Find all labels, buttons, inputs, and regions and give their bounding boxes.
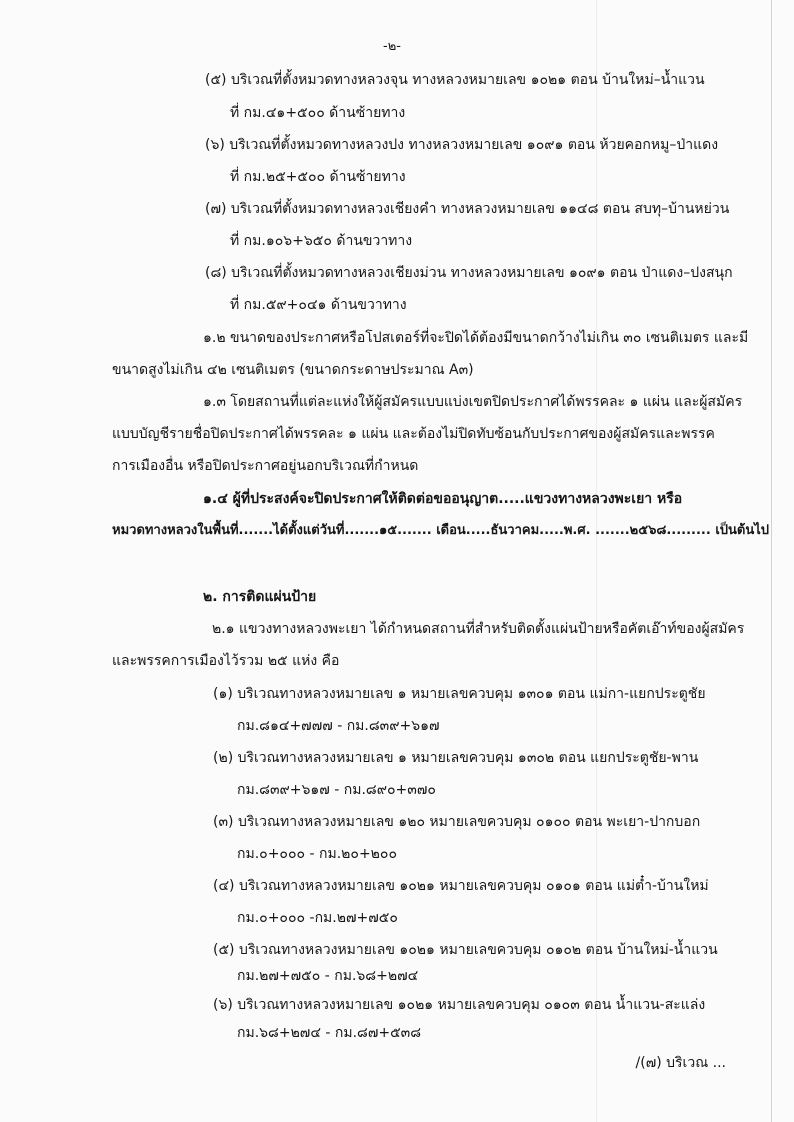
section-1-3-line2: แบบบัญชีรายชื่อปิดประกาศได้พรรคละ ๑ แผ่น และต้องไม่ปิดทับซ้อนกับประกาศของผู้สมัครและพรรค xyxy=(112,426,715,442)
sign-location-6-km: กม.๖๘+๒๗๔ - กม.๘๗+๕๓๘ xyxy=(237,1025,422,1041)
page-edge-line xyxy=(771,0,772,1122)
sign-location-2-km: กม.๘๓๙+๖๑๗ - กม.๘๙๐+๓๗๐ xyxy=(237,782,436,798)
checkpoint-5-line2: ที่ กม.๔๑+๕๐๐ ด้านซ้ายทาง xyxy=(230,105,406,121)
checkpoint-8-line2: ที่ กม.๕๙+๐๔๑ ด้านขวาทาง xyxy=(230,297,407,313)
section-1-3-line1: ๑.๓ โดยสถานที่แต่ละแห่งให้ผู้สมัครแบบแบ่งเขตปิดประกาศได้พรรคละ ๑ แผ่น และผู้สมัคร xyxy=(203,394,743,410)
section-2-1-line1: ๒.๑ แขวงทางหลวงพะเยา ได้กำหนดสถานที่สำหรับติดตั้งแผ่นป้ายหรือคัตเอ๊าท์ของผู้สมัคร xyxy=(212,621,745,637)
checkpoint-8-line1: (๘) บริเวณที่ตั้งหมวดทางหลวงเชียงม่วน ทางหลวงหมายเลข ๑๐๙๑ ตอน ป่าแดง–ปงสนุก xyxy=(205,265,733,281)
section-1-2-line1: ๑.๒ ขนาดของประกาศหรือโปสเตอร์ที่จะปิดได้ต้องมีขนาดกว้างไม่เกิน ๓๐ เซนติเมตร และมี xyxy=(203,330,749,346)
section-2-heading: ๒. การติดแผ่นป้าย xyxy=(203,589,317,605)
sign-location-4-line1: (๔) บริเวณทางหลวงหมายเลข ๑๐๒๑ หมายเลขควบคุม ๐๑๐๑ ตอน แม่ต๋ำ-บ้านใหม่ xyxy=(213,878,709,894)
sign-location-1-km: กม.๘๑๔+๗๗๗ - กม.๘๓๙+๖๑๗ xyxy=(237,718,440,734)
checkpoint-7-line2: ที่ กม.๑๐๖+๖๕๐ ด้านขวาทาง xyxy=(230,233,413,249)
sign-location-3-line1: (๓) บริเวณทางหลวงหมายเลข ๑๒๐ หมายเลขควบคุม ๐๑๐๐ ตอน พะเยา-ปากบอก xyxy=(213,814,701,830)
sign-location-1-line1: (๑) บริเวณทางหลวงหมายเลข ๑ หมายเลขควบคุม ๑๓๐๑ ตอน แม่กา-แยกประตูชัย xyxy=(213,686,706,702)
sign-location-2-line1: (๒) บริเวณทางหลวงหมายเลข ๑ หมายเลขควบคุม ๑๓๐๒ ตอน แยกประตูชัย-พาน xyxy=(213,750,699,766)
sign-location-6-line1: (๖) บริเวณทางหลวงหมายเลข ๑๐๒๑ หมายเลขควบคุม ๐๑๐๓ ตอน น้ำแวน-สะแล่ง xyxy=(213,997,706,1013)
sign-location-5-line1: (๕) บริเวณทางหลวงหมายเลข ๑๐๒๑ หมายเลขควบคุม ๐๑๐๒ ตอน บ้านใหม่-น้ำแวน xyxy=(213,942,718,958)
page-number: -๒- xyxy=(383,39,401,54)
checkpoint-6-line1: (๖) บริเวณที่ตั้งหมวดทางหลวงปง ทางหลวงหมายเลข ๑๐๙๑ ตอน ห้วยคอกหมู–ป่าแดง xyxy=(205,137,719,153)
checkpoint-5-line1: (๕) บริเวณที่ตั้งหมวดทางหลวงจุน ทางหลวงหมายเลข ๑๐๒๑ ตอน บ้านใหม่–น้ำแวน xyxy=(205,72,705,88)
sign-location-3-km: กม.๐+๐๐๐ - กม.๒๐+๒๐๐ xyxy=(237,846,397,862)
section-1-4-line1: ๑.๔ ผู้ที่ประสงค์จะปิดประกาศให้ติดต่อขออนุญาต.....แขวงทางหลวงพะเยา หรือ xyxy=(203,491,683,507)
section-1-4-line2: หมวดทางหลวงในพื้นที่.......ได้ตั้งแต่วันที่.......๑๕....... เดือน.....ธันวาคม.....พ.ศ. .......๒๕๖๘......... เป็นต้นไป xyxy=(112,523,770,538)
checkpoint-7-line1: (๗) บริเวณที่ตั้งหมวดทางหลวงเชียงคำ ทางหลวงหมายเลข ๑๑๔๘ ตอน สบทุ–บ้านหย่วน xyxy=(205,201,730,217)
sign-location-4-km: กม.๐+๐๐๐ -กม.๒๗+๗๕๐ xyxy=(237,910,398,926)
continuation-note: /(๗) บริเวณ ... xyxy=(635,1055,726,1071)
section-2-1-line2: และพรรคการเมืองไว้รวม ๒๕ แห่ง คือ xyxy=(112,653,340,669)
sign-location-5-km: กม.๒๗+๗๕๐ - กม.๖๘+๒๗๔ xyxy=(237,968,419,984)
checkpoint-6-line2: ที่ กม.๒๕+๕๐๐ ด้านซ้ายทาง xyxy=(230,169,406,185)
section-1-3-line3: การเมืองอื่น หรือปิดประกาศอยู่นอกบริเวณที่กำหนด xyxy=(112,458,419,474)
section-1-2-line2: ขนาดสูงไม่เกิน ๔๒ เซนติเมตร (ขนาดกระดาษประมาณ A๓) xyxy=(112,362,474,378)
